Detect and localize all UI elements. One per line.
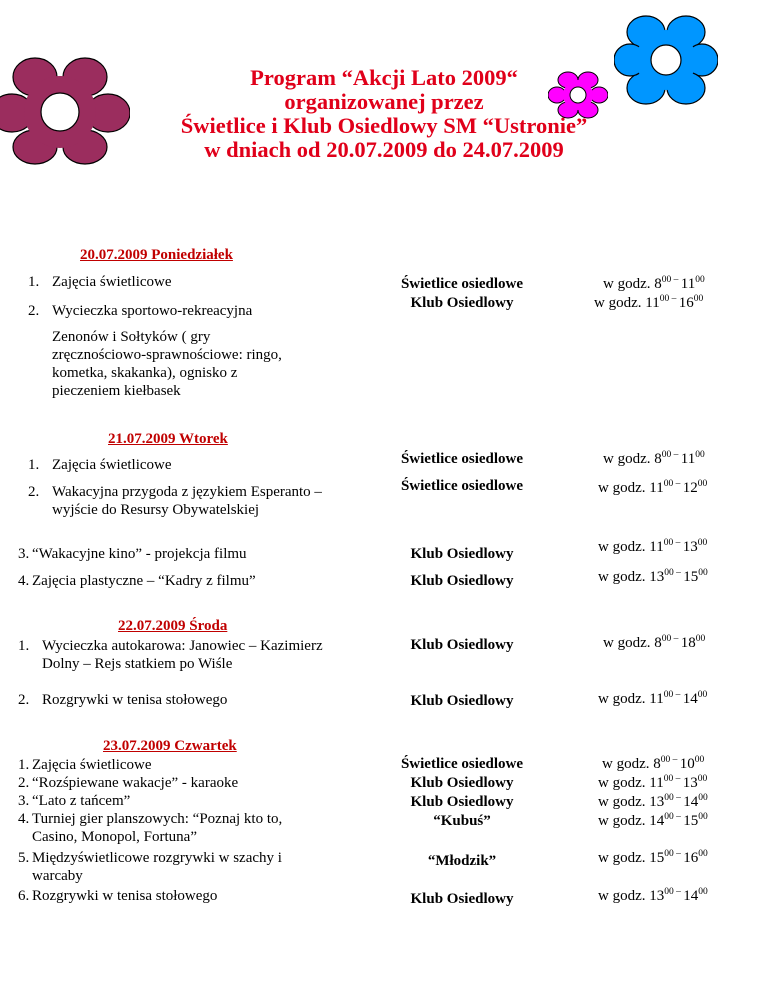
start-hour: 15 (649, 850, 665, 866)
list-item: 1. Wycieczka autokarowa: Janowiec – Kazimierz Dolny – Rejs statkiem po Wiśle (18, 638, 323, 672)
start-minutes: 00 – (664, 812, 684, 822)
list-item: 5. Międzyświetlicowe rozgrywki w szachy i warcaby (18, 850, 282, 884)
start-minutes: 00 – (663, 479, 683, 489)
time-prefix: w godz. (603, 635, 655, 651)
time-prefix: w godz. (598, 480, 650, 496)
place: Klub Osiedlowy (410, 295, 514, 311)
time-range (598, 538, 707, 557)
start-hour: 8 (654, 276, 662, 292)
start-minutes: 00 – (661, 450, 681, 460)
end-minutes: 00 (697, 538, 708, 548)
time-prefix: w godz. (598, 888, 650, 904)
end-minutes: 00 (695, 275, 705, 285)
list-item: 4. Zajęcia plastyczne – “Kadry z filmu” (18, 573, 256, 589)
time-range (598, 812, 708, 831)
start-minutes: 00 – (663, 538, 683, 548)
place: Klub Osiedlowy (410, 546, 514, 562)
start-hour: 11 (649, 480, 664, 496)
time-range (598, 774, 707, 793)
end-hour: 13 (682, 775, 698, 791)
time-prefix: w godz. (598, 691, 650, 707)
place: Klub Osiedlowy (410, 693, 514, 709)
start-minutes: 00 – (660, 755, 680, 765)
list-item: 3. “Lato z tańcem” (18, 793, 131, 809)
end-minutes: 00 (697, 774, 708, 784)
time-prefix: w godz. (603, 451, 655, 467)
list-item: 3. “Wakacyjne kino” - projekcja filmu (18, 546, 247, 562)
list-item: 4. Turniej gier planszowych: “Poznaj kto to, Casino, Monopol, Fortuna” (18, 811, 283, 845)
list-item: 2. Rozgrywki w tenisa stołowego (18, 692, 228, 708)
end-minutes: 00 (698, 849, 708, 859)
start-hour: 8 (653, 756, 661, 772)
start-minutes: 00 – (663, 690, 683, 700)
end-minutes: 00 (698, 793, 708, 803)
start-hour: 8 (654, 451, 662, 467)
place: Klub Osiedlowy (410, 637, 514, 653)
time-range (603, 275, 705, 294)
list-item: 2. Wycieczka sportowo-rekreacyjna (28, 303, 253, 319)
place: “Kubuś” (433, 813, 491, 829)
start-hour: 11 (649, 539, 664, 555)
end-minutes: 00 (697, 690, 708, 700)
end-minutes: 00 (698, 887, 708, 897)
page-title: Program “Akcji Lato 2009“ organizowanej przez Świetlice i Klub Osiedlowy SM “Ustronie” w dniach od 20.07.2009 do 24.07.2009 (180, 65, 588, 162)
time-prefix: w godz. (594, 295, 646, 311)
time-prefix: w godz. (602, 756, 654, 772)
end-minutes: 00 (698, 812, 708, 822)
list-item: 2. “Rozśpiewane wakacje” - karaoke (18, 775, 239, 791)
time-range (598, 793, 708, 812)
list-item: 1. Zajęcia świetlicowe (28, 457, 172, 473)
start-minutes: 00 – (664, 793, 684, 803)
start-hour: 14 (649, 813, 665, 829)
end-hour: 13 (682, 539, 698, 555)
start-hour: 13 (649, 794, 665, 810)
place: Klub Osiedlowy (410, 775, 514, 791)
start-hour: 11 (649, 775, 664, 791)
activity-note: Zenonów i Sołtyków ( gry zręcznościowo-sprawnościowe: ringo, kometka, skakanka), ognisko z pieczeniem kiełbasek (52, 329, 282, 399)
time-range (598, 479, 707, 498)
place: Klub Osiedlowy (410, 794, 514, 810)
place: Świetlice osiedlowe (400, 276, 524, 292)
time-prefix: w godz. (598, 539, 650, 555)
time-prefix: w godz. (598, 569, 650, 585)
day-heading-wednesday: 22.07.2009 Środa (118, 618, 228, 634)
start-hour: 11 (645, 295, 660, 311)
end-hour: 14 (682, 691, 698, 707)
time-prefix: w godz. (603, 276, 655, 292)
day-heading-thursday: 23.07.2009 Czwartek (103, 738, 237, 754)
place: Świetlice osiedlowe (400, 451, 524, 467)
time-prefix: w godz. (598, 775, 650, 791)
end-minutes: 00 (694, 755, 705, 765)
list-item: 1. Zajęcia świetlicowe (28, 274, 172, 290)
place: Klub Osiedlowy (410, 891, 514, 907)
list-item: 2. Wakacyjna przygoda z językiem Esperanto – wyjście do Resursy Obywatelskiej (28, 484, 322, 518)
end-hour: 14 (683, 888, 699, 904)
time-range (598, 568, 708, 587)
day-heading-tuesday: 21.07.2009 Wtorek (108, 431, 228, 447)
start-minutes: 00 – (664, 568, 684, 578)
end-hour: 15 (683, 813, 699, 829)
start-minutes: 00 – (663, 774, 683, 784)
end-hour: 16 (683, 850, 699, 866)
place: Świetlice osiedlowe (400, 478, 524, 494)
time-prefix: w godz. (598, 813, 650, 829)
end-hour: 10 (679, 756, 695, 772)
day-heading-monday: 20.07.2009 Poniedziałek (80, 247, 233, 263)
start-hour: 11 (649, 691, 664, 707)
end-hour: 14 (683, 794, 699, 810)
time-prefix: w godz. (598, 850, 650, 866)
start-hour: 8 (654, 635, 662, 651)
end-hour: 15 (683, 569, 699, 585)
time-range (598, 690, 707, 709)
end-hour: 12 (682, 480, 698, 496)
end-minutes: 00 (698, 568, 708, 578)
end-minutes: 00 (697, 479, 708, 489)
start-minutes: 00 – (664, 849, 684, 859)
place: Klub Osiedlowy (410, 573, 514, 589)
end-hour: 16 (678, 295, 694, 311)
time-range (603, 634, 705, 653)
start-hour: 13 (649, 569, 665, 585)
start-minutes: 00 – (661, 275, 681, 285)
end-minutes: 00 (693, 294, 704, 304)
end-minutes: 00 (695, 634, 706, 644)
end-hour: 11 (680, 276, 696, 292)
start-minutes: 00 – (664, 887, 684, 897)
time-range (603, 450, 705, 469)
time-range (598, 849, 708, 868)
start-minutes: 00 – (661, 634, 681, 644)
time-range (594, 294, 703, 313)
time-range (598, 887, 708, 906)
time-range (602, 755, 704, 774)
end-minutes: 00 (695, 450, 705, 460)
place: “Młodzik” (427, 853, 497, 869)
start-hour: 13 (649, 888, 665, 904)
time-prefix: w godz. (598, 794, 650, 810)
place: Świetlice osiedlowe (400, 756, 524, 772)
start-minutes: 00 – (659, 294, 679, 304)
list-item: 1. Zajęcia świetlicowe (18, 757, 152, 773)
end-hour: 18 (680, 635, 696, 651)
list-item: 6. Rozgrywki w tenisa stołowego (18, 888, 218, 904)
end-hour: 11 (680, 451, 696, 467)
